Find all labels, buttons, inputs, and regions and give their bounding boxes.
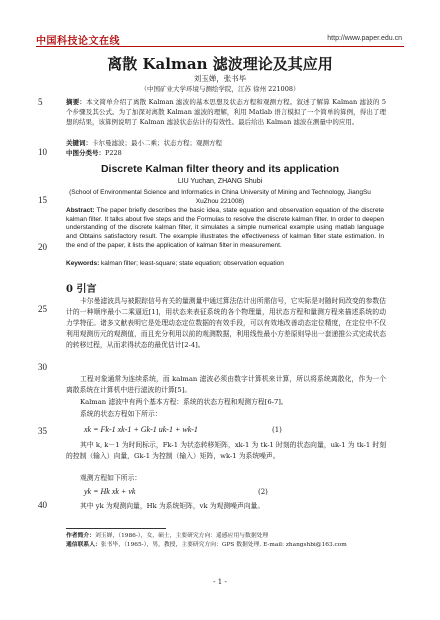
affiliation-en: (School of Environmental Science and Informatics in China University of Mining and Technology, JiangSu XuZhou 221008) (69, 189, 371, 205)
paragraph: 卡尔曼滤波具与被跟踪信号有关的量测量中通过算法估计出所需信号，它实际是对随时间改变的参数估计的一种顺序最小二乘逼近[1]，用状态来表征系统的各个物理量，用状态方程和量测方程来描述系统的动力学特征。诸多文献表明它是处理动态定位数据的有效手段，可以有效地改善动态定位精度，在定位中不仅利用观测历元的观测值，而且充分利用以前的观测数据，利用线性最小方差原则导出一套递推公式完成状态的转移过程，从而求得状态的最优估计[2-4]。 (66, 297, 386, 349)
line-number: 30 (38, 362, 47, 372)
line-number: 25 (38, 304, 47, 314)
authors-en: LIU Yuchan, ZHANG Shubi (177, 178, 263, 185)
keywords-en (66, 260, 384, 267)
keywords-cn (66, 138, 386, 148)
clc-label: 中图分类号： (66, 149, 105, 157)
contact-text: 张书毕，（1965-），男，教授，主要研究方向：GPS 数据处理. E-mail: zhangshbi@163.com (100, 542, 347, 548)
authors-cn: 刘玉婵，张书毕 (193, 74, 247, 83)
abstract-label-cn: 摘要： (66, 98, 87, 106)
site-url[interactable]: http://www.paper.edu.cn (327, 35, 402, 42)
line-number: 10 (38, 147, 47, 157)
paragraph: 其中 k, k－1 为时间标示，Fk-1 为状态转移矩阵，xk-1 为 tk-1 时刻的状态向量，uk-1 为 tk-1 时刻的控制（输入）向量，Gk-1 为控制（输入）矩阵，wk-1 为系统噪声。 (66, 441, 386, 460)
abstract-text-en: The paper briefly describes the basic idea, state equation and observation equation of the discrete kalman filter. It talks about five steps and the Formulas to resolve the discrete kalman filter. In order to deepen understanding of the discrete kalman filter, it simulates a simple numerical example using matlab language and Obtains satisfactory result. The example illustrates the effectiveness of kalman filter state estimation. In the end of the paper, it lists the application of kalman filter in measurement. (66, 207, 384, 249)
contact-label: 通信联系人： (66, 542, 101, 548)
paragraph: 观测方程如下所示： (80, 474, 142, 482)
contact-info (66, 541, 396, 550)
line-number: 20 (38, 242, 47, 252)
clc-cn (66, 148, 386, 158)
keywords-text-cn: 卡尔曼滤波；最小二乘；状态方程；观测方程 (92, 139, 222, 147)
keywords-text-en: kalman filter; least-square; state equation; observation equation (101, 260, 284, 267)
abstract-text-cn: 本文简单介绍了离散 Kalman 滤波的基本思想及状态方程和观测方程。叙述了解算 Kalman 滤波的 5 个步骤及其公式。为了加深对离散 Kalman 滤波的理解，利用 Matlab 语言模拟了一个简单的算例，得出了理想的结果，该算例说明了 Kalman 滤波状态估计的有效性。最后给出 Kalman 滤波在测量中的应用。 (66, 98, 386, 126)
paragraph: 其中 yk 为观测向量，Hk 为系统矩阵，vk 为观测噪声向量。 (80, 502, 265, 510)
equation-number-1: (1) (272, 426, 282, 434)
keywords-label-cn: 关键词： (66, 139, 92, 147)
author-intro-text: 刘玉婵，（1986-），女，硕士，主要研究方向：遥感应用与数据处理 (95, 533, 269, 539)
affiliation-cn: （中国矿业大学环境与测绘学院，江苏 徐州 221008） (140, 85, 300, 93)
equation-number-2: (2) (258, 488, 268, 496)
footnote-rule (66, 528, 166, 529)
line-number: 15 (38, 195, 47, 205)
page-header (0, 0, 440, 46)
paragraph: Kalman 滤波中有两个基本方程：系统的状态方程和观测方程[6-7]。 (80, 398, 288, 406)
keywords-label-en: Keywords: (66, 260, 100, 267)
equation-2: yk = Hk xk + vk (84, 487, 136, 496)
paragraph: 系统的状态方程如下所示： (80, 410, 162, 418)
section-title: 0 引言 (66, 284, 97, 295)
footnote (66, 532, 396, 550)
clc-value: P228 (105, 149, 122, 157)
author-intro (66, 532, 396, 541)
paper-title-en: Discrete Kalman filter theory and its application (100, 163, 340, 175)
equation-1: xk = Fk-1 xk-1 + Gk-1 uk-1 + wk-1 (84, 425, 198, 434)
author-intro-label: 作者简介： (66, 533, 95, 539)
page-number: - 1 - (213, 578, 227, 586)
line-number: 5 (38, 97, 43, 107)
line-number: 40 (38, 500, 47, 510)
paragraph: 工程对象通常为连续系统，而 kalman 滤波必须由数字计算机来计算，所以将系统离散化，作为一个离散系统在计算机中进行滤波的计算[5]。 (66, 375, 386, 394)
header-rule (36, 46, 404, 47)
abstract-cn (66, 97, 386, 127)
site-logo: 中国科技论文在线 (36, 36, 120, 47)
abstract-en (66, 207, 384, 251)
line-number: 35 (38, 426, 47, 436)
abstract-label-en: Abstract: (66, 207, 95, 214)
paper-title-cn: 离散 Kalman 滤波理论及其应用 (107, 55, 333, 73)
